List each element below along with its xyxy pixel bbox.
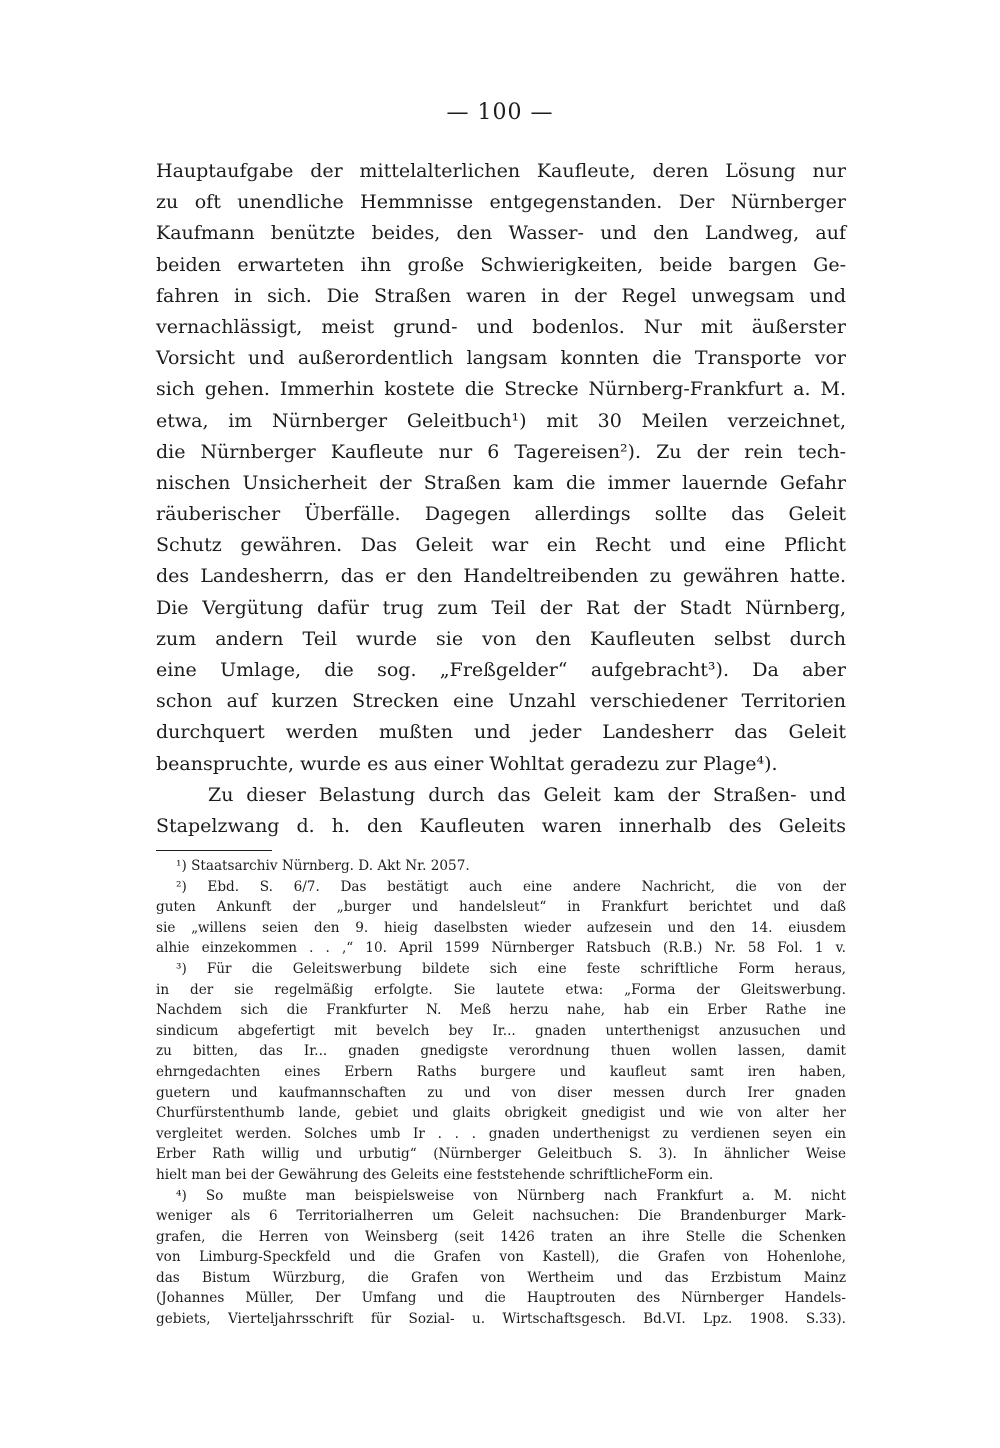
footnote-line: ⁴) So mußte man beispielsweise von Nürnberg nach Frankfurt a. M. nicht [176, 1187, 846, 1204]
main-line: zum andern Teil wurde sie von den Kaufleuten selbst durch [156, 627, 846, 650]
main-line: durchquert werden mußten und jeder Landesherr das Geleit [156, 721, 846, 744]
footnote-line: zu bitten, das Ir... gnaden gnedigste verordnung thuen wollen lassen, damit [156, 1043, 846, 1060]
footnote-line: alhie einzekommen . . ,“ 10. April 1599 Nürnberger Ratsbuch (R.B.) Nr. 58 Fol. 1 v. [156, 940, 846, 957]
main-line: Kaufmann benützte beides, den Wasser- und den Landweg, auf [156, 222, 846, 245]
footnote-line: von Limburg-Speckfeld und die Grafen von Kastell), die Grafen von Hohenlohe, [156, 1249, 846, 1266]
footnote-line: sindicum abgefertigt mit bevelch bey Ir... gnaden unterthenigst anzusuchen und [156, 1022, 846, 1039]
footnote-line: ¹) Staatsarchiv Nürnberg. D. Akt Nr. 2057. [176, 858, 470, 874]
page-number: — 100 — [446, 100, 554, 125]
main-line: schon auf kurzen Strecken eine Unzahl verschiedener Territorien [156, 690, 846, 713]
footnote-line: das Bistum Würzburg, die Grafen von Wertheim und das Erzbistum Mainz [156, 1269, 846, 1286]
main-line: Vorsicht und außerordentlich langsam konnten die Transporte vor [156, 347, 846, 370]
main-line: etwa, im Nürnberger Geleitbuch¹) mit 30 Meilen verzeichnet, [156, 409, 846, 432]
main-line: eine Umlage, die sog. „Freßgelder“ aufgebracht³). Da aber [156, 659, 846, 681]
footnote-line: weniger als 6 Territorialherren um Geleit nachsuchen: Die Brandenburger Mark- [156, 1208, 846, 1225]
footnote-line: hielt man bei der Gewährung des Geleits eine feststehende schriftlicheForm ein. [156, 1166, 714, 1183]
main-line: die Nürnberger Kaufleute nur 6 Tagereisen²). Zu der rein tech- [156, 440, 846, 463]
main-line: beiden erwarteten ihn große Schwierigkeiten, beide bargen Ge- [156, 253, 846, 276]
footnote-line: vergleitet werden. Solches umb Ir . . . gnaden underthenigst zu verdienen seyen ein [156, 1125, 846, 1142]
main-line: beanspruchte, wurde es aus einer Wohltat geradezu zur Plage⁴). [156, 752, 778, 775]
footnote-line: Nachdem sich die Frankfurter N. Meß herzu nahe, hab ein Erber Rathe ine [156, 1002, 846, 1019]
footnote-line: Churfürstenthumb lande, gebiet und glaits obrigkeit gnedigist und wie von alter her [156, 1105, 846, 1122]
footnote-line: sie „willens seien den 9. hieig daselbsten wieder aufzesein und den 14. eiusdem [156, 919, 846, 936]
main-line: räuberischer Überfälle. Dagegen allerdings sollte das Geleit [156, 503, 846, 526]
main-line: Die Vergütung dafür trug zum Teil der Rat der Stadt Nürnberg, [156, 596, 846, 619]
main-line: des Landesherrn, das er den Handeltreibenden zu gewähren hatte. [156, 565, 846, 588]
footnote-line: guetern und kaufmannschaften zu und von diser messen durch Irer gnaden [156, 1084, 846, 1101]
footnote-divider [156, 850, 272, 851]
main-line: nischen Unsicherheit der Straßen kam die immer lauernde Gefahr [156, 471, 846, 494]
main-line: zu oft unendliche Hemmnisse entgegenstanden. Der Nürnberger [156, 191, 846, 214]
main-line: fahren in sich. Die Straßen waren in der Regel unwegsam und [156, 284, 846, 307]
main-line: Zu dieser Belastung durch das Geleit kam der Straßen- und [208, 783, 846, 806]
main-line: Schutz gewähren. Das Geleit war ein Recht und eine Pflicht [156, 534, 846, 557]
main-line: Stapelzwang d. h. den Kaufleuten waren innerhalb des Geleits [156, 814, 846, 837]
footnotes [156, 856, 846, 1330]
footnote-line: ehrngedachten eines Erbern Raths burgere und kaufleut samt iren haben, [156, 1063, 846, 1080]
footnote-line: grafen, die Herren von Weinsberg (seit 1426 traten an ihre Stelle die Schenken [156, 1228, 846, 1245]
main-line: sich gehen. Immerhin kostete die Strecke Nürnberg-Frankfurt a. M. [156, 378, 846, 401]
footnote-line: gebiets, Vierteljahrsschrift für Sozial- u. Wirtschaftsgesch. Bd.VI. Lpz. 1908. S.33). [156, 1311, 846, 1328]
footnote-line: Erber Rath willig und urbutig“ (Nürnberger Geleitbuch S. 3). In ähnlicher Weise [156, 1146, 846, 1163]
main-line: Hauptaufgabe der mittelalterlichen Kaufleute, deren Lösung nur [156, 160, 846, 182]
main-text [156, 156, 846, 842]
main-line: vernachlässigt, meist grund- und bodenlos. Nur mit äußerster [156, 315, 846, 338]
footnote-line: guten Ankunft der „burger und handelsleut“ in Frankfurt berichtet und daß [156, 899, 846, 916]
footnote-line: ²) Ebd. S. 6/7. Das bestätigt auch eine andere Nachricht, die von der [176, 878, 846, 895]
footnote-line: (Johannes Müller, Der Umfang und die Hauptrouten des Nürnberger Handels- [156, 1290, 846, 1307]
footnote-line: in der sie regelmäßig erfolgte. Sie lautete etwa: „Forma der Gleitswerbung. [156, 981, 846, 998]
footnote-line: ³) Für die Geleitswerbung bildete sich eine feste schriftliche Form heraus, [176, 960, 846, 977]
